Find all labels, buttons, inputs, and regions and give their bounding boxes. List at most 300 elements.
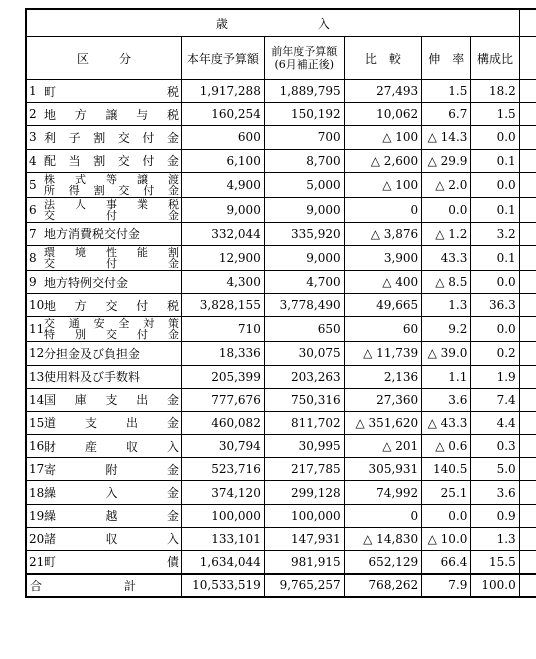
cell-share: 0.1 <box>471 197 519 222</box>
table-row <box>26 342 536 365</box>
item-name-char: 利 <box>44 130 57 145</box>
item-name <box>44 297 179 314</box>
cell-previous: 811,702 <box>264 411 344 434</box>
cell-current: 6,100 <box>182 149 265 172</box>
item-cell <box>26 172 182 197</box>
cell-compare: 2,136 <box>344 365 422 388</box>
item-name <box>44 530 179 547</box>
cell-share: 5.0 <box>471 458 519 481</box>
total-compare: 768,262 <box>344 574 422 597</box>
item-name-char: 出 <box>136 393 149 408</box>
edge-cell <box>519 551 536 574</box>
item-name-char: 金 <box>167 486 180 501</box>
cell-compare: 305,931 <box>344 458 422 481</box>
header-kubun-char-1: 区 <box>77 51 90 66</box>
item-name-char: 越 <box>105 509 118 524</box>
cell-compare: △ 11,739 <box>344 342 422 365</box>
cell-previous: 9,000 <box>264 197 344 222</box>
item-name-line <box>44 174 179 185</box>
cell-previous: 700 <box>264 126 344 149</box>
item-name <box>44 174 179 196</box>
item-name <box>44 391 179 408</box>
item-name-char: 税 <box>167 298 180 313</box>
cell-previous: 150,192 <box>264 103 344 126</box>
edge-cell <box>519 103 536 126</box>
cell-compare: △ 14,830 <box>344 527 422 550</box>
table-row <box>26 80 536 103</box>
cell-compare: 0 <box>344 504 422 527</box>
item-name-char: 付 <box>106 256 118 270</box>
table-row <box>26 222 536 245</box>
header-share: 構成比 <box>471 37 519 80</box>
item-name-line <box>44 329 179 340</box>
budget-table <box>25 8 536 598</box>
cell-previous: 1,889,795 <box>264 80 344 103</box>
item-number: 17 <box>29 462 45 477</box>
table-row <box>26 197 536 222</box>
edge-cell <box>519 388 536 411</box>
item-name-char: 配 <box>44 154 57 169</box>
table-row <box>26 504 536 527</box>
item-name-char: 交 <box>106 328 117 342</box>
cell-current: 133,101 <box>182 527 265 550</box>
item-cell <box>26 435 182 458</box>
item-number: 18 <box>29 485 45 500</box>
item-cell <box>26 411 182 434</box>
item-name-char: 人 <box>75 197 86 211</box>
item-name-char: 金 <box>168 208 180 222</box>
item-number: 19 <box>29 508 45 523</box>
item-number: 9 <box>29 275 37 290</box>
item-name-char: 付 <box>142 154 155 169</box>
cell-current: 18,336 <box>182 342 265 365</box>
item-name-char: 金 <box>167 509 180 524</box>
cell-share: 18.2 <box>471 80 519 103</box>
cell-compare: 3,900 <box>344 245 422 270</box>
item-number: 10 <box>29 298 45 313</box>
cell-current: 600 <box>182 126 265 149</box>
title-char-1: 歳 <box>215 16 228 31</box>
cell-compare: 74,992 <box>344 481 422 504</box>
edge-cell <box>519 270 536 293</box>
cell-share: 4.4 <box>471 411 519 434</box>
cell-current: 4,900 <box>182 172 265 197</box>
item-name-char: 産 <box>85 439 98 454</box>
total-label <box>26 574 182 597</box>
header-previous-line2: (6月補正後) <box>274 58 335 71</box>
item-name <box>44 129 179 146</box>
table-row <box>26 411 536 434</box>
item-name-char: 交 <box>44 317 55 331</box>
item-name-char: 交 <box>117 130 130 145</box>
total-label-char-1: 合 <box>30 578 85 593</box>
item-name-char: 収 <box>105 532 118 547</box>
item-name-char: 業 <box>137 197 148 211</box>
cell-previous: 30,075 <box>264 342 344 365</box>
item-number: 8 <box>29 250 37 265</box>
table-row <box>26 527 536 550</box>
cell-share: 36.3 <box>471 294 519 317</box>
table-row <box>26 270 536 293</box>
edge-cell <box>519 172 536 197</box>
item-name-char: 当 <box>68 154 81 169</box>
total-previous: 9,765,257 <box>264 574 344 597</box>
item-number: 14 <box>29 392 45 407</box>
header-compare: 比 較 <box>344 37 422 80</box>
item-number: 1 <box>29 84 37 99</box>
item-name-char: 交 <box>105 298 118 313</box>
item-name-line <box>44 258 179 269</box>
cell-growth: 140.5 <box>422 458 471 481</box>
cell-current: 30,794 <box>182 435 265 458</box>
cell-current: 374,120 <box>182 481 265 504</box>
item-cell <box>26 103 182 126</box>
item-number: 12 <box>29 346 45 361</box>
item-name-char: 収 <box>126 439 139 454</box>
cell-share: 0.0 <box>471 126 519 149</box>
cell-compare: △ 3,876 <box>344 222 422 245</box>
item-name-char: 金 <box>167 183 179 197</box>
item-number: 11 <box>29 322 45 337</box>
item-name-char: 譲 <box>137 172 148 186</box>
item-name-char: 法 <box>44 197 55 211</box>
header-previous-line1: 前年度予算額 <box>271 45 338 58</box>
item-name-char: 付 <box>106 208 118 222</box>
item-cell <box>26 317 182 342</box>
item-name-char: 国 <box>44 393 57 408</box>
cell-growth: △ 1.2 <box>422 222 471 245</box>
item-name-char: 式 <box>75 172 86 186</box>
item-cell <box>26 458 182 481</box>
item-cell <box>26 481 182 504</box>
cell-previous: 100,000 <box>264 504 344 527</box>
cell-growth: 0.0 <box>422 504 471 527</box>
item-name <box>44 318 179 340</box>
cell-growth: 66.4 <box>422 551 471 574</box>
cell-previous: 750,316 <box>264 388 344 411</box>
cell-growth: △ 43.3 <box>422 411 471 434</box>
item-number: 15 <box>29 415 45 430</box>
cell-current: 3,828,155 <box>182 294 265 317</box>
item-name-char: 地方消費税交付金 <box>44 227 141 242</box>
cell-growth: △ 39.0 <box>422 342 471 365</box>
cell-share: 7.4 <box>471 388 519 411</box>
table-row <box>26 172 536 197</box>
edge-cell <box>519 222 536 245</box>
item-name-char: 寄 <box>44 462 57 477</box>
edge-cell <box>519 126 536 149</box>
cell-growth: 3.6 <box>422 388 471 411</box>
header-kubun <box>26 37 182 80</box>
cell-share: 1.9 <box>471 365 519 388</box>
item-name <box>44 507 179 524</box>
table-row <box>26 149 536 172</box>
cell-growth: 0.0 <box>422 197 471 222</box>
cell-share: 0.2 <box>471 342 519 365</box>
item-number: 16 <box>29 439 45 454</box>
edge-cell <box>519 458 536 481</box>
item-number: 3 <box>29 130 37 145</box>
item-name-char: 割 <box>93 154 106 169</box>
total-share: 100.0 <box>471 574 519 597</box>
cell-previous: 335,920 <box>264 222 344 245</box>
table-row <box>26 435 536 458</box>
cell-share: 0.9 <box>471 504 519 527</box>
edge-cell <box>519 435 536 458</box>
item-name-char: 交 <box>44 208 55 222</box>
cell-previous: 981,915 <box>264 551 344 574</box>
cell-growth: 6.7 <box>422 103 471 126</box>
cell-compare: 652,129 <box>344 551 422 574</box>
item-name <box>44 152 179 169</box>
table-body <box>26 80 536 574</box>
item-name-char: 使用料及び手数料 <box>44 370 141 385</box>
item-name-char: 金 <box>166 130 179 145</box>
item-name-char: 子 <box>68 130 81 145</box>
table-row <box>26 317 536 342</box>
item-name-char: 割 <box>93 130 106 145</box>
cell-current: 777,676 <box>182 388 265 411</box>
item-name-char: 金 <box>167 462 180 477</box>
item-number: 6 <box>29 202 37 217</box>
header-current-budget: 本年度予算額 <box>182 37 265 80</box>
edge-cell <box>519 504 536 527</box>
header-previous-budget <box>264 37 344 80</box>
item-name-char: 支 <box>85 416 98 431</box>
item-name <box>44 438 179 455</box>
cell-previous: 8,700 <box>264 149 344 172</box>
cell-current: 160,254 <box>182 103 265 126</box>
cell-growth: 1.1 <box>422 365 471 388</box>
cell-growth: △ 8.5 <box>422 270 471 293</box>
cell-previous: 5,000 <box>264 172 344 197</box>
cell-current: 523,716 <box>182 458 265 481</box>
cell-growth: △ 14.3 <box>422 126 471 149</box>
item-name-char: 通 <box>68 317 80 331</box>
item-name <box>44 461 179 478</box>
item-name <box>44 274 179 291</box>
item-name-char: 附 <box>105 462 118 477</box>
cell-growth: △ 0.6 <box>422 435 471 458</box>
item-cell <box>26 126 182 149</box>
edge-cell <box>519 317 536 342</box>
total-growth: 7.9 <box>422 574 471 597</box>
item-name-char: 対 <box>143 317 155 331</box>
item-name-char: 付 <box>143 183 155 197</box>
item-name <box>44 484 179 501</box>
cell-compare: △ 201 <box>344 435 422 458</box>
item-name-char: 所 <box>44 183 55 197</box>
cell-growth: 1.3 <box>422 294 471 317</box>
item-name-char: 渡 <box>168 172 179 186</box>
item-number: 21 <box>29 554 45 569</box>
item-cell <box>26 245 182 270</box>
edge-cell <box>519 365 536 388</box>
cell-current: 9,000 <box>182 197 265 222</box>
item-name-char: 性 <box>106 245 117 259</box>
item-name-line <box>44 185 179 196</box>
edge-cell <box>519 245 536 270</box>
cell-current: 460,082 <box>182 411 265 434</box>
item-name-char: 繰 <box>44 486 57 501</box>
cell-share: 0.1 <box>471 245 519 270</box>
item-number: 5 <box>29 177 37 192</box>
item-name <box>44 199 179 221</box>
item-name-char: 金 <box>168 256 180 270</box>
item-name-char: 交 <box>118 183 130 197</box>
item-name-char: 繰 <box>44 509 57 524</box>
edge-cell <box>519 294 536 317</box>
cell-compare: 27,360 <box>344 388 422 411</box>
edge-cell <box>519 574 536 597</box>
edge-cell <box>519 527 536 550</box>
cell-share: 0.0 <box>471 270 519 293</box>
item-number: 13 <box>29 369 45 384</box>
table-row <box>26 103 536 126</box>
item-name <box>44 225 179 242</box>
item-name <box>44 345 179 362</box>
item-cell <box>26 365 182 388</box>
item-name-char: 株 <box>44 172 55 186</box>
cell-compare: 60 <box>344 317 422 342</box>
cell-share: 0.1 <box>471 149 519 172</box>
edge-cell <box>519 411 536 434</box>
item-name-char: 道 <box>44 416 57 431</box>
edge-cell <box>519 37 536 80</box>
item-name-char: 町 <box>44 84 57 99</box>
total-current: 10,533,519 <box>182 574 265 597</box>
item-name-char: 能 <box>137 245 148 259</box>
table-row <box>26 245 536 270</box>
cell-compare: △ 100 <box>344 172 422 197</box>
item-number: 2 <box>29 107 37 122</box>
item-name-char: 金 <box>166 154 179 169</box>
cell-growth: △ 10.0 <box>422 527 471 550</box>
cell-compare: △ 400 <box>344 270 422 293</box>
item-name-char: 税 <box>167 84 180 99</box>
item-name-char: 出 <box>126 416 139 431</box>
cell-share: 1.3 <box>471 527 519 550</box>
table-row <box>26 294 536 317</box>
cell-compare: 27,493 <box>344 80 422 103</box>
cell-current: 205,399 <box>182 365 265 388</box>
cell-previous: 147,931 <box>264 527 344 550</box>
cell-share: 0.0 <box>471 317 519 342</box>
item-name-char: 入 <box>167 532 180 547</box>
item-number: 4 <box>29 153 37 168</box>
cell-current: 332,044 <box>182 222 265 245</box>
item-name-char: 方 <box>74 107 87 122</box>
item-name-char: 譲 <box>105 107 118 122</box>
item-name-char: 地 <box>44 107 57 122</box>
item-name-char: 別 <box>75 328 86 342</box>
item-name-char: 財 <box>44 439 57 454</box>
cell-share: 0.0 <box>471 172 519 197</box>
item-name-char: 付 <box>142 130 155 145</box>
cell-share: 1.5 <box>471 103 519 126</box>
item-name <box>44 106 179 123</box>
cell-compare: 0 <box>344 197 422 222</box>
cell-compare: 10,062 <box>344 103 422 126</box>
item-name-line <box>44 210 179 221</box>
cell-current: 1,917,288 <box>182 80 265 103</box>
title-char-2: 入 <box>317 16 330 31</box>
cell-previous: 30,995 <box>264 435 344 458</box>
edge-cell <box>519 9 536 37</box>
item-name-char: 金 <box>167 393 180 408</box>
total-row <box>26 574 536 597</box>
cell-share: 3.2 <box>471 222 519 245</box>
item-name <box>44 247 179 269</box>
item-name-char: 方 <box>74 298 87 313</box>
edge-cell <box>519 80 536 103</box>
cell-previous: 4,700 <box>264 270 344 293</box>
table-title <box>26 9 519 37</box>
cell-growth: 1.5 <box>422 80 471 103</box>
cell-current: 100,000 <box>182 504 265 527</box>
edge-cell <box>519 197 536 222</box>
cell-growth: 43.3 <box>422 245 471 270</box>
cell-current: 710 <box>182 317 265 342</box>
cell-compare: △ 100 <box>344 126 422 149</box>
item-name-char: 税 <box>168 197 179 211</box>
header-kubun-char-2: 分 <box>119 51 132 66</box>
item-cell <box>26 197 182 222</box>
item-name-char: 得 <box>68 183 80 197</box>
item-cell <box>26 551 182 574</box>
item-name-char: 地方特例交付金 <box>44 275 129 290</box>
item-name-char: 与 <box>136 107 149 122</box>
item-name-char: 債 <box>167 555 180 570</box>
cell-share: 15.5 <box>471 551 519 574</box>
item-cell <box>26 270 182 293</box>
cell-compare: △ 351,620 <box>344 411 422 434</box>
item-name-char: 等 <box>106 172 117 186</box>
cell-previous: 203,263 <box>264 365 344 388</box>
item-name-char: 庫 <box>74 393 87 408</box>
item-name-char: 境 <box>75 245 86 259</box>
item-name <box>44 414 179 431</box>
item-number: 20 <box>29 531 45 546</box>
item-name <box>44 368 179 385</box>
table-row <box>26 365 536 388</box>
item-name-char: 町 <box>44 555 57 570</box>
table-row <box>26 388 536 411</box>
cell-growth: △ 2.0 <box>422 172 471 197</box>
item-name <box>44 553 179 570</box>
item-name-char: 安 <box>93 317 105 331</box>
item-cell <box>26 222 182 245</box>
item-cell <box>26 504 182 527</box>
item-name-char: 事 <box>106 197 117 211</box>
edge-cell <box>519 342 536 365</box>
cell-previous: 3,778,490 <box>264 294 344 317</box>
cell-compare: △ 2,600 <box>344 149 422 172</box>
item-name-char: 入 <box>167 439 180 454</box>
item-name-char: 諸 <box>44 532 57 547</box>
cell-previous: 9,000 <box>264 245 344 270</box>
item-cell <box>26 149 182 172</box>
item-name-char: 税 <box>167 107 180 122</box>
header-growth: 伸 率 <box>422 37 471 80</box>
cell-compare: 49,665 <box>344 294 422 317</box>
cell-growth: △ 29.9 <box>422 149 471 172</box>
edge-cell <box>519 149 536 172</box>
item-cell <box>26 294 182 317</box>
cell-growth: 9.2 <box>422 317 471 342</box>
item-name-char: 地 <box>44 298 57 313</box>
item-name-char: 入 <box>105 486 118 501</box>
